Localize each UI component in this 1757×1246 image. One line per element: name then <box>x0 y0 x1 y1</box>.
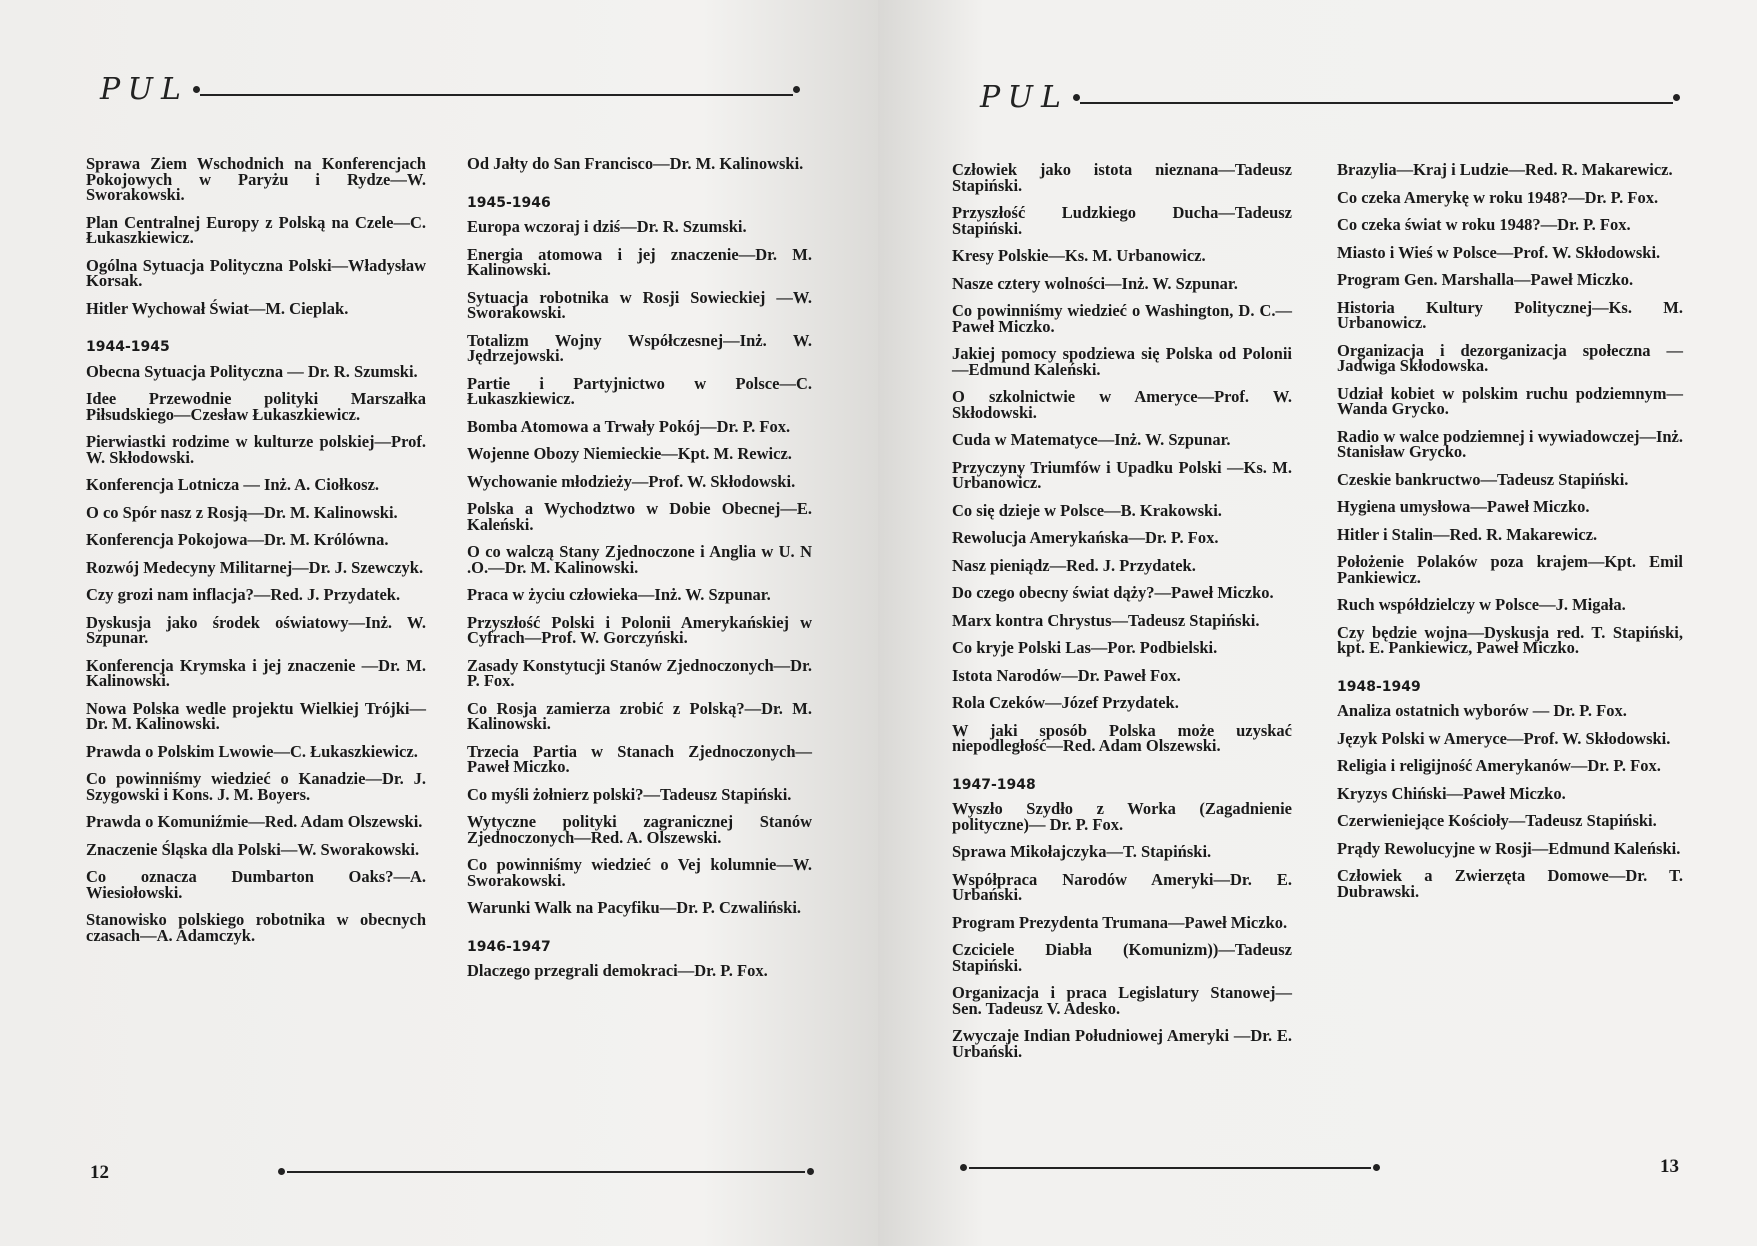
lecture-entry: Totalizm Wojny Współczesnej—Inż. W. Jędrzejowski. <box>467 330 812 365</box>
lecture-entry: Czy grozi nam inflacja?—Red. J. Przydatek. <box>86 585 401 604</box>
lecture-entry: Prawda o Polskim Lwowie—C. Łukaszkiewicz. <box>86 741 418 761</box>
bullet-dot <box>1073 94 1080 101</box>
lecture-entry: Prawda o Komuniźmie—Red. Adam Olszewski. <box>86 812 423 831</box>
right-page <box>878 0 1757 1246</box>
lecture-entry: Hygiena umysłowa—Paweł Miczko. <box>1337 497 1590 516</box>
lecture-entry: Istota Narodów—Dr. Paweł Fox. <box>952 665 1181 685</box>
lecture-entry: Warunki Walk na Pacyfiku—Dr. P. Czwaliński. <box>467 898 802 917</box>
bullet-dot <box>1673 94 1680 101</box>
bullet-dot <box>793 86 800 93</box>
lecture-entry: Hitler Wychował Świat—M. Cieplak. <box>86 298 349 318</box>
right-column-1 <box>952 162 1292 1071</box>
lecture-entry: Trzecia Partia w Stanach Zjednoczonych—Paweł Miczko. <box>467 741 812 776</box>
lecture-entry: Człowiek jako istota nieznana—Tadeusz Stapiński. <box>952 160 1292 195</box>
lecture-entry: Program Prezydenta Trumana—Paweł Miczko. <box>952 912 1288 932</box>
page-header <box>980 80 1680 115</box>
lecture-entry: Obecna Sytuacja Polityczna — Dr. R. Szumski. <box>86 361 418 381</box>
lecture-entry: Plan Centralnej Europy z Polską na Czele—C. Łukaszkiewicz. <box>86 212 426 247</box>
lecture-entry: Człowiek a Zwierzęta Domowe—Dr. T. Dubrawski. <box>1337 866 1683 901</box>
lecture-entry: O co Spór nasz z Rosją—Dr. M. Kalinowski. <box>86 502 398 522</box>
lecture-entry: Czerwieniejące Kościoły—Tadeusz Stapiński. <box>1337 811 1657 830</box>
lecture-entry: Znaczenie Śląska dla Polski—W. Sworakowski. <box>86 839 420 859</box>
lecture-entry: Kryzys Chiński—Paweł Miczko. <box>1337 783 1566 803</box>
bullet-dot <box>278 1168 285 1175</box>
lecture-entry: Nasze cztery wolności—Inż. W. Szpunar. <box>952 273 1238 293</box>
section-year-heading: 1945-1946 <box>467 194 551 211</box>
lecture-entry: Co czeka świat w roku 1948?—Dr. P. Fox. <box>1337 215 1631 234</box>
right-column-2 <box>1337 162 1683 911</box>
lecture-entry: Rewolucja Amerykańska—Dr. P. Fox. <box>952 528 1219 547</box>
lecture-entry: Pierwiastki rodzime w kulturze polskiej—Prof. W. Skłodowski. <box>86 432 426 467</box>
lecture-entry: Miasto i Wieś w Polsce—Prof. W. Skłodowski. <box>1337 242 1661 262</box>
lecture-entry: Wojenne Obozy Niemieckie—Kpt. M. Rewicz. <box>467 444 792 463</box>
bullet-dot <box>960 1164 967 1171</box>
lecture-entry: Co powinniśmy wiedzieć o Kanadzie—Dr. J. Szygowski i Kons. J. M. Boyers. <box>86 769 426 804</box>
lecture-entry: Co powinniśmy wiedzieć o Washington, D. C.—Paweł Miczko. <box>952 301 1292 336</box>
pul-logo: PUL <box>980 80 1069 115</box>
lecture-entry: Ogólna Sytuacja Polityczna Polski—Władysław Korsak. <box>86 255 426 290</box>
lecture-entry: Jakiej pomocy spodziewa się Polska od Polonii—Edmund Kaleński. <box>952 344 1292 379</box>
left-column-1 <box>86 156 426 955</box>
lecture-entry: Kresy Polskie—Ks. M. Urbanowicz. <box>952 246 1206 265</box>
lecture-entry: Język Polski w Ameryce—Prof. W. Skłodowski. <box>1337 728 1671 748</box>
section-year-heading: 1948-1949 <box>1337 678 1421 695</box>
lecture-entry: Co oznacza Dumbarton Oaks?—A. Wiesiołowski. <box>86 867 426 902</box>
lecture-entry: Co kryje Polski Las—Por. Podbielski. <box>952 638 1218 657</box>
lecture-entry: Energia atomowa i jej znaczenie—Dr. M. Kalinowski. <box>467 244 812 279</box>
lecture-entry: Marx kontra Chrystus—Tadeusz Stapiński. <box>952 610 1260 630</box>
lecture-entry: Analiza ostatnich wyborów — Dr. P. Fox. <box>1337 701 1627 720</box>
lecture-entry: Do czego obecny świat dąży?—Paweł Miczko. <box>952 583 1274 602</box>
page-header <box>100 72 800 107</box>
lecture-entry: Czy będzie wojna—Dyskusja red. T. Stapiński, kpt. E. Pankiewicz, Paweł Miczko. <box>1337 622 1683 657</box>
page-number: 13 <box>1660 1156 1679 1177</box>
lecture-entry: Wychowanie młodzieży—Prof. W. Skłodowski. <box>467 471 796 491</box>
lecture-entry: Przyszłość Polski i Polonii Amerykańskiej w Cyfrach—Prof. W. Gorczyński. <box>467 612 812 647</box>
lecture-entry: Dyskusja jako środek oświatowy—Inż. W. Szpunar. <box>86 612 426 647</box>
lecture-entry: Zasady Konstytucji Stanów Zjednoczonych—Dr. P. Fox. <box>467 655 812 690</box>
bullet-dot <box>1373 1164 1380 1171</box>
lecture-entry: Sprawa Mikołajczyka—T. Stapiński. <box>952 842 1212 861</box>
lecture-entry: Organizacja i dezorganizacja społeczna —Jadwiga Skłodowska. <box>1337 340 1683 375</box>
lecture-entry: Partie i Partyjnictwo w Polsce—C. Łukaszkiewicz. <box>467 373 812 408</box>
left-column-2 <box>467 156 812 991</box>
lecture-entry: Rola Czeków—Józef Przydatek. <box>952 693 1179 712</box>
section-year-heading: 1944-1945 <box>86 339 170 355</box>
lecture-entry: Hitler i Stalin—Red. R. Makarewicz. <box>1337 524 1598 544</box>
footer-rule <box>969 1167 1371 1169</box>
lecture-entry: Konferencja Krymska i jej znaczenie —Dr. M. Kalinowski. <box>86 655 426 690</box>
lecture-entry: Przyszłość Ludzkiego Ducha—Tadeusz Stapiński. <box>952 203 1292 238</box>
lecture-entry: Współpraca Narodów Ameryki—Dr. E. Urbański. <box>952 869 1292 904</box>
lecture-entry: Idee Przewodnie polityki Marszałka Piłsudskiego—Czesław Łukaszkiewicz. <box>86 389 426 424</box>
lecture-entry: W jaki sposób Polska może uzyskać niepodległość—Red. Adam Olszewski. <box>952 720 1292 755</box>
lecture-entry: Co się dzieje w Polsce—B. Krakowski. <box>952 500 1222 520</box>
lecture-entry: Cuda w Matematyce—Inż. W. Szpunar. <box>952 430 1231 449</box>
lecture-entry: Sytuacja robotnika w Rosji Sowieckiej —W. Sworakowski. <box>467 287 812 322</box>
lecture-entry: Ruch współdzielczy w Polsce—J. Migała. <box>1337 595 1626 614</box>
section-year-heading: 1947-1948 <box>952 776 1036 793</box>
lecture-entry: Położenie Polaków poza krajem—Kpt. Emil Pankiewicz. <box>1337 552 1683 587</box>
lecture-entry: Polska a Wychodztwo w Dobie Obecnej—E. Kaleński. <box>467 499 812 534</box>
lecture-entry: Nasz pieniądz—Red. J. Przydatek. <box>952 555 1196 575</box>
page-footer <box>960 1164 1380 1171</box>
header-rule <box>200 94 793 96</box>
lecture-entry: Historia Kultury Politycznej—Ks. M. Urbanowicz. <box>1337 297 1683 332</box>
lecture-entry: Wyszło Szydło z Worka (Zagadnienie polityczne)— Dr. P. Fox. <box>952 799 1292 834</box>
lecture-entry: Praca w życiu człowieka—Inż. W. Szpunar. <box>467 585 771 604</box>
lecture-entry: Dlaczego przegrali demokraci—Dr. P. Fox. <box>467 961 768 980</box>
lecture-entry: Rozwój Medecyny Militarnej—Dr. J. Szewczyk. <box>86 557 424 577</box>
section-year-heading: 1946-1947 <box>467 938 551 955</box>
header-rule <box>1080 102 1673 104</box>
footer-rule <box>287 1171 805 1173</box>
lecture-entry: Bomba Atomowa a Trwały Pokój—Dr. P. Fox. <box>467 416 791 436</box>
lecture-entry: Prądy Rewolucyjne w Rosji—Edmund Kaleński. <box>1337 838 1681 858</box>
lecture-entry: Co Rosja zamierza zrobić z Polską?—Dr. M. Kalinowski. <box>467 698 812 733</box>
page-number: 12 <box>90 1162 109 1183</box>
lecture-entry: Religia i religijność Amerykanów—Dr. P. Fox. <box>1337 756 1661 775</box>
lecture-entry: Organizacja i praca Legislatury Stanowej—Sen. Tadeusz V. Adesko. <box>952 983 1292 1018</box>
lecture-entry: O co walczą Stany Zjednoczone i Anglia w U. N .O.—Dr. M. Kalinowski. <box>467 542 812 577</box>
lecture-entry: Konferencja Lotnicza — Inż. A. Ciołkosz. <box>86 475 380 494</box>
lecture-entry: Czeskie bankructwo—Tadeusz Stapiński. <box>1337 469 1629 489</box>
lecture-entry: Przyczyny Triumfów i Upadku Polski —Ks. M. Urbanowicz. <box>952 457 1292 492</box>
lecture-entry: Konferencja Pokojowa—Dr. M. Królówna. <box>86 530 389 549</box>
bullet-dot <box>193 86 200 93</box>
lecture-entry: Wytyczne polityki zagranicznej Stanów Zjednoczonych—Red. A. Olszewski. <box>467 812 812 847</box>
left-page <box>0 0 878 1246</box>
lecture-entry: Program Gen. Marshalla—Paweł Miczko. <box>1337 270 1634 289</box>
lecture-entry: Radio w walce podziemnej i wywiadowczej—Inż. Stanisław Grycko. <box>1337 426 1683 461</box>
pul-logo: PUL <box>100 72 189 107</box>
lecture-entry: O szkolnictwie w Ameryce—Prof. W. Skłodowski. <box>952 387 1292 422</box>
lecture-entry: Sprawa Ziem Wschodnich na Konferencjach Pokojowych w Paryżu i Rydze—W. Sworakowski. <box>86 154 426 204</box>
page-footer <box>278 1168 814 1175</box>
lecture-entry: Od Jałty do San Francisco—Dr. M. Kalinowski. <box>467 154 804 173</box>
bullet-dot <box>807 1168 814 1175</box>
lecture-entry: Europa wczoraj i dziś—Dr. R. Szumski. <box>467 217 747 236</box>
lecture-entry: Nowa Polska wedle projektu Wielkiej Trójki—Dr. M. Kalinowski. <box>86 698 426 733</box>
lecture-entry: Zwyczaje Indian Południowej Ameryki —Dr. E. Urbański. <box>952 1026 1292 1061</box>
lecture-entry: Brazylia—Kraj i Ludzie—Red. R. Makarewicz. <box>1337 160 1673 179</box>
lecture-entry: Co czeka Amerykę w roku 1948?—Dr. P. Fox. <box>1337 187 1659 207</box>
lecture-entry: Co myśli żołnierz polski?—Tadeusz Stapiński. <box>467 784 792 804</box>
lecture-entry: Co powinniśmy wiedzieć o Vej kolumnie—W. Sworakowski. <box>467 855 812 890</box>
lecture-entry: Udział kobiet w polskim ruchu podziemnym—Wanda Grycko. <box>1337 383 1683 418</box>
lecture-entry: Czciciele Diabła (Komunizm))—Tadeusz Stapiński. <box>952 940 1292 975</box>
lecture-entry: Stanowisko polskiego robotnika w obecnych czasach—A. Adamczyk. <box>86 910 426 945</box>
